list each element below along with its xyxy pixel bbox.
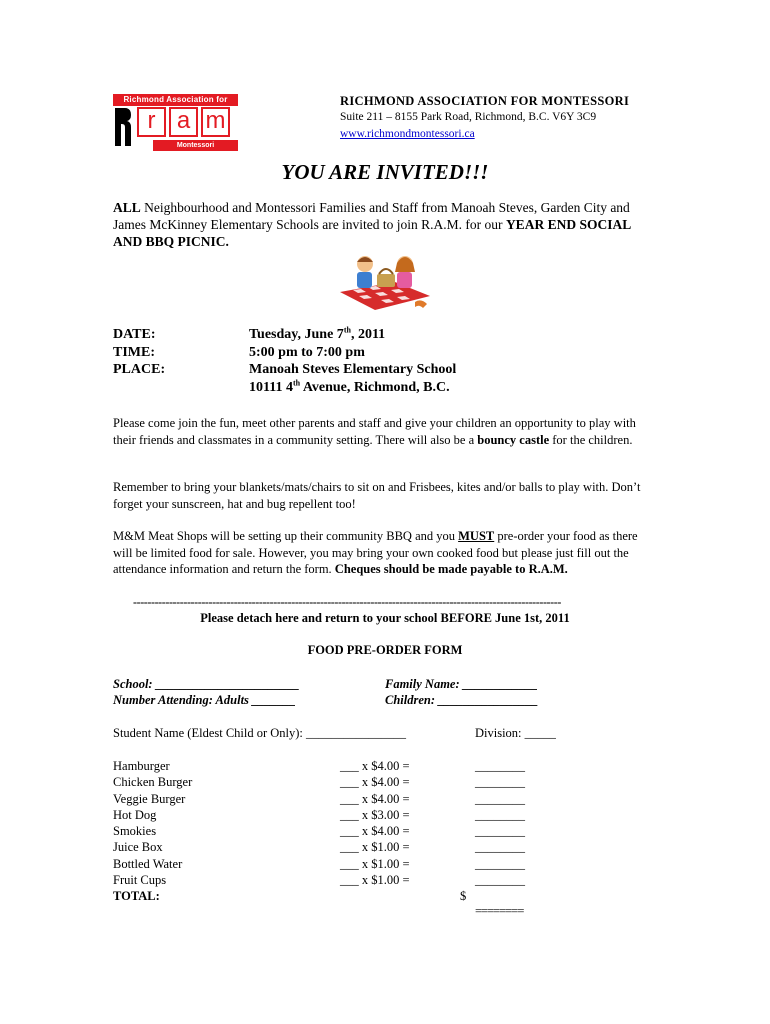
form-right-fields bbox=[385, 676, 538, 709]
quantity-field[interactable]: ___ x $4.00 = bbox=[340, 824, 410, 839]
quantity-field[interactable]: ___ x $1.00 = bbox=[340, 856, 410, 871]
time-label: TIME: bbox=[113, 344, 155, 360]
paragraph-bbq: M&M Meat Shops will be setting up their community BBQ and you MUST pre-order your food as there will be limited food for sale. However, you may bring your own cooked food but please just fill out the attendance information and return the form. Cheques should be made payable to R.A.M. bbox=[113, 529, 638, 576]
total-line[interactable]: ======== bbox=[475, 904, 524, 918]
paragraph-fun: Please come join the fun, meet other parents and staff and give your children an opportunity to play with their friends and classmates in a community setting. There will also be a bouncy castle for the children. bbox=[113, 416, 636, 447]
intro-event: YEAR END SOCIAL AND BBQ PICNIC. bbox=[113, 217, 631, 249]
event-labels bbox=[113, 326, 165, 379]
event-values bbox=[249, 326, 456, 396]
cheques-note: Cheques should be made payable to R.A.M. bbox=[334, 562, 568, 576]
place-address: 10111 4th Avenue, Richmond, B.C. bbox=[249, 377, 450, 395]
form-title: FOOD PRE-ORDER FORM bbox=[307, 643, 463, 657]
item-quantities bbox=[340, 758, 410, 888]
student-name-field[interactable]: Student Name (Eldest Child or Only): ________________ bbox=[113, 726, 407, 740]
paragraph-bring: Remember to bring your blankets/mats/chairs to sit on and Frisbees, kites and/or balls to play with. Don’t forget your sunscreen, hat and bug repellent too! bbox=[113, 480, 641, 511]
division-field[interactable]: Division: _____ bbox=[475, 726, 556, 740]
subtotal-field[interactable]: ________ bbox=[475, 856, 525, 871]
website-link[interactable]: www.richmondmontessori.ca bbox=[340, 128, 475, 140]
list-item: Fruit Cups bbox=[113, 873, 167, 888]
school-field[interactable]: School: _______________________ bbox=[113, 677, 300, 691]
logo-top-banner: Richmond Association for bbox=[113, 94, 238, 106]
quantity-field[interactable]: ___ x $1.00 = bbox=[340, 873, 410, 888]
list-item: Bottled Water bbox=[113, 856, 183, 871]
list-item: Smokies bbox=[113, 824, 157, 839]
org-name: RICHMOND ASSOCIATION FOR MONTESSORI bbox=[340, 94, 630, 108]
bouncy-castle: bouncy castle bbox=[477, 432, 550, 447]
subtotal-field[interactable]: ________ bbox=[475, 791, 525, 806]
adults-field[interactable]: Number Attending: Adults _______ bbox=[113, 693, 296, 708]
list-item: Chicken Burger bbox=[113, 775, 193, 790]
logo-letter-a: a bbox=[169, 107, 198, 137]
quantity-field[interactable]: ___ x $3.00 = bbox=[340, 807, 410, 822]
form-left-fields bbox=[113, 676, 299, 709]
time-value: 5:00 pm to 7:00 pm bbox=[249, 344, 365, 360]
total-label: TOTAL: bbox=[113, 889, 160, 904]
list-item: Veggie Burger bbox=[113, 791, 186, 806]
list-item: Hamburger bbox=[113, 759, 170, 773]
invitation-heading: YOU ARE INVITED!!! bbox=[281, 160, 489, 184]
quantity-field[interactable]: ___ x $1.00 = bbox=[340, 840, 410, 855]
place-school: Manoah Steves Elementary School bbox=[249, 362, 457, 377]
detach-instructions: Please detach here and return to your school BEFORE June 1st, 2011 bbox=[200, 611, 570, 625]
logo-figure-mark bbox=[113, 106, 135, 151]
logo-letter-r: r bbox=[137, 107, 166, 137]
item-names bbox=[113, 758, 192, 905]
total-dollar: $ bbox=[460, 889, 467, 903]
intro-text: Neighbourhood and Montessori Families and Staff from Manoah Steves, Garden City and James McKinney Elementary Schools are invited to join R.A.M. for our bbox=[113, 200, 630, 232]
date-value: Tuesday, June 7th, 2011 bbox=[249, 325, 386, 342]
list-item: Juice Box bbox=[113, 840, 163, 855]
family-name-field[interactable]: Family Name: ____________ bbox=[385, 677, 538, 691]
logo-letters bbox=[137, 107, 230, 137]
intro-all: ALL bbox=[113, 200, 141, 215]
invitation-intro bbox=[113, 199, 658, 250]
subtotal-field[interactable]: ________ bbox=[475, 759, 525, 773]
subtotal-field[interactable]: ________ bbox=[475, 807, 525, 822]
quantity-field[interactable]: ___ x $4.00 = bbox=[340, 759, 410, 773]
quantity-field[interactable]: ___ x $4.00 = bbox=[340, 775, 410, 790]
must-emphasis: MUST bbox=[458, 529, 495, 543]
subtotal-field[interactable]: ________ bbox=[475, 840, 525, 855]
picnic-clipart bbox=[335, 252, 435, 314]
quantity-field[interactable]: ___ x $4.00 = bbox=[340, 791, 410, 806]
letterhead bbox=[340, 93, 629, 142]
item-totals bbox=[475, 758, 525, 888]
org-address: Suite 211 – 8155 Park Road, Richmond, B.C. V6Y 3C9 bbox=[340, 111, 597, 123]
place-label: PLACE: bbox=[113, 362, 166, 377]
subtotal-field[interactable]: ________ bbox=[475, 873, 525, 888]
children-field[interactable]: Children: ________________ bbox=[385, 693, 539, 708]
logo-bottom-banner: Montessori bbox=[153, 140, 238, 151]
detach-line: ----------------------------------------------------------------------------------------------------------------------- bbox=[133, 596, 561, 608]
subtotal-field[interactable]: ________ bbox=[475, 824, 525, 839]
date-label: DATE: bbox=[113, 327, 156, 342]
subtotal-field[interactable]: ________ bbox=[475, 775, 525, 790]
logo-letter-m: m bbox=[201, 107, 230, 137]
ram-logo bbox=[113, 94, 238, 151]
list-item: Hot Dog bbox=[113, 807, 157, 822]
